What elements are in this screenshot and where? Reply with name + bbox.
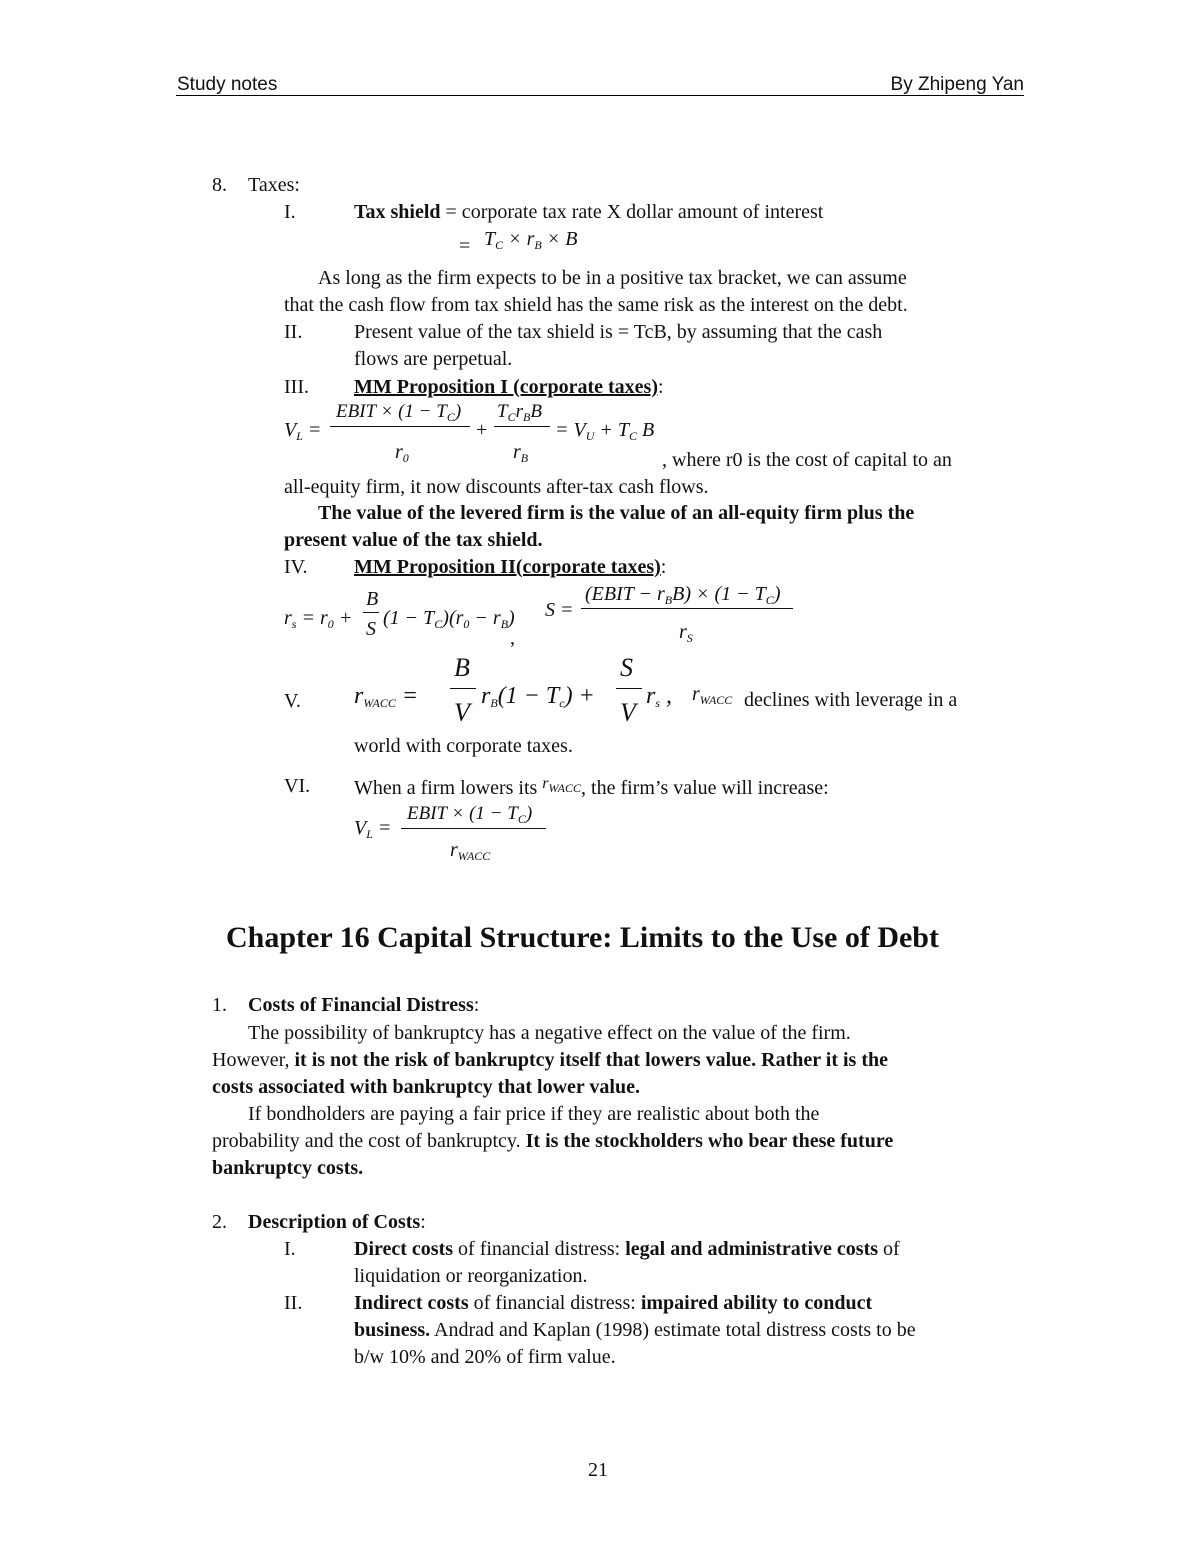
- item-text: Present value of the tax shield is = TcB, by assuming that the cash: [354, 321, 883, 343]
- formula-denominator: $r_B$: [513, 441, 529, 465]
- formula-numerator: B: [454, 653, 470, 682]
- formula-numerator: B: [366, 588, 379, 610]
- proposition-title: MM Proposition I (corporate taxes): [354, 376, 659, 398]
- item-heading: [354, 377, 664, 397]
- paragraph-line: If bondholders are paying a fair price if they are realistic about both the: [248, 1103, 820, 1125]
- item-text-a: When a firm lowers its: [354, 777, 543, 799]
- paragraph-line: [212, 1131, 893, 1151]
- formula-equals: =: [459, 235, 471, 257]
- section-title: [248, 1212, 426, 1232]
- text-run-bold: Direct costs: [354, 1238, 454, 1260]
- item-number: IV.: [284, 556, 308, 578]
- proposition-title: MM Proposition II(corporate taxes): [354, 556, 661, 578]
- text-run-bold: Indirect costs: [354, 1292, 469, 1314]
- key-statement: The value of the levered firm is the value of an all-equity firm plus the: [318, 502, 915, 524]
- formula-plus: +: [476, 419, 488, 441]
- fraction-bar: [401, 828, 546, 829]
- text-run: of: [878, 1238, 900, 1260]
- paragraph-line: As long as the firm expects to be in a positive tax bracket, we can assume: [318, 267, 907, 289]
- chapter-title: Chapter 16 Capital Structure: Limits to the Use of Debt: [226, 921, 939, 954]
- formula-denominator: $r_{WACC}$: [450, 839, 491, 863]
- paragraph-line: declines with leverage in a: [744, 689, 958, 711]
- text-run: Andrad and Kaplan (1998) estimate total distress costs to be: [430, 1319, 916, 1341]
- fraction-bar: [363, 612, 379, 613]
- item-heading: [354, 557, 666, 577]
- paragraph-line: costs associated with bankruptcy that lower value.: [212, 1076, 640, 1098]
- paragraph-line: that the cash flow from tax shield has the same risk as the interest on the debt.: [284, 294, 908, 316]
- text-run-bold: legal and administrative costs: [625, 1238, 879, 1260]
- formula-numerator: $T_Cr_BB$: [497, 401, 542, 424]
- tax-shield-formula: $T_C \times r_B \times B$: [484, 228, 578, 252]
- text-run-bold: it is not the risk of bankruptcy itself that lowers value. Rather it is the: [294, 1049, 888, 1071]
- item-number: I.: [284, 1238, 296, 1260]
- item-text: [354, 1293, 872, 1313]
- item-text: [354, 1239, 900, 1259]
- item-text: liquidation or reorganization.: [354, 1265, 588, 1287]
- formula-term: $r_s$ ,: [646, 683, 673, 710]
- fraction-bar: [494, 426, 550, 427]
- paragraph-line: , where r0 is the cost of capital to an: [662, 449, 952, 471]
- formula-vl: $V_L$ =: [354, 817, 392, 841]
- section-title: Taxes:: [248, 174, 300, 196]
- item-text: flows are perpetual.: [354, 348, 513, 370]
- section-title-text: Description of Costs: [248, 1211, 421, 1233]
- item-text-rest: = corporate tax rate X dollar amount of interest: [440, 201, 824, 223]
- item-text: [354, 1320, 916, 1340]
- item-text: b/w 10% and 20% of firm value.: [354, 1346, 616, 1368]
- formula-symbol: T: [484, 228, 496, 250]
- fraction-bar: [330, 426, 470, 427]
- key-statement: present value of the tax shield.: [284, 529, 543, 551]
- paragraph-line: [212, 1050, 888, 1070]
- header-left: Study notes: [177, 74, 278, 95]
- text-run: probability and the cost of bankruptcy.: [212, 1130, 526, 1152]
- header-rule: [176, 95, 1024, 96]
- formula-rs: $r_s = r_0$ +: [284, 607, 353, 631]
- section-number: 8.: [212, 174, 227, 196]
- colon: :: [660, 556, 667, 578]
- formula-vl: $V_L$ =: [284, 419, 322, 443]
- colon: :: [658, 376, 664, 398]
- text-run: However,: [212, 1049, 295, 1071]
- item-text: [354, 202, 823, 222]
- text-run-bold: impaired ability to conduct: [640, 1292, 873, 1314]
- formula-term: $r_B(1 - T_c)$ +: [481, 683, 595, 710]
- formula-s: S =: [545, 599, 574, 621]
- section-number: 2.: [212, 1211, 227, 1233]
- paragraph-line: all-equity firm, it now discounts after-tax cash flows.: [284, 476, 709, 498]
- item-number: VI.: [284, 775, 311, 797]
- formula-denominator: V: [620, 698, 636, 727]
- colon: :: [473, 994, 480, 1016]
- item-number: III.: [284, 376, 309, 398]
- formula-denominator: S: [366, 618, 376, 640]
- formula-term: $(1 - T_C)(r_0 - r_B)$: [383, 607, 515, 631]
- formula-numerator: EBIT × $(1 - T_C)$: [407, 803, 533, 826]
- text-run: of financial distress:: [468, 1292, 641, 1314]
- item-number: I.: [284, 201, 296, 223]
- term: Tax shield: [354, 201, 441, 223]
- text-run-bold: business.: [354, 1319, 431, 1341]
- text-run-bold: It is the stockholders who bear these future: [525, 1130, 894, 1152]
- section-title-text: Costs of Financial Distress: [248, 994, 474, 1016]
- formula-denominator: $r_S$: [679, 621, 693, 645]
- text-run: of financial distress:: [453, 1238, 626, 1260]
- formula-result: = $V_U + T_C$ B: [555, 419, 655, 443]
- item-number: II.: [284, 321, 303, 343]
- item-text: [354, 776, 829, 798]
- paragraph-line: bankruptcy costs.: [212, 1157, 364, 1179]
- formula-numerator: (EBIT − $r_BB) \times (1 - T_C)$: [585, 583, 781, 607]
- section-number: 1.: [212, 994, 227, 1016]
- fraction-bar: [450, 688, 476, 689]
- formula-numerator: EBIT × $(1 - T_C)$: [336, 401, 462, 424]
- paragraph-line: The possibility of bankruptcy has a negative effect on the value of the firm.: [248, 1022, 851, 1044]
- colon: :: [420, 1211, 426, 1233]
- formula-inline: $r_{WACC}$: [692, 683, 733, 707]
- formula-wacc: $r_{WACC}$ =: [354, 683, 419, 710]
- comma: ,: [510, 627, 515, 649]
- formula-numerator: S: [620, 653, 633, 682]
- fraction-bar: [616, 688, 642, 689]
- paragraph-line: world with corporate taxes.: [354, 735, 573, 757]
- item-number: II.: [284, 1292, 303, 1314]
- header-right: By Zhipeng Yan: [890, 74, 1024, 95]
- formula-denominator: V: [454, 698, 470, 727]
- item-number: V.: [284, 690, 301, 712]
- fraction-bar: [581, 608, 793, 609]
- formula-inline: rWACC: [542, 775, 582, 795]
- formula-denominator: $r_0$: [395, 441, 409, 465]
- section-title: [248, 995, 479, 1015]
- page-number: 21: [588, 1459, 608, 1481]
- item-text-b: , the firm’s value will increase:: [581, 777, 829, 799]
